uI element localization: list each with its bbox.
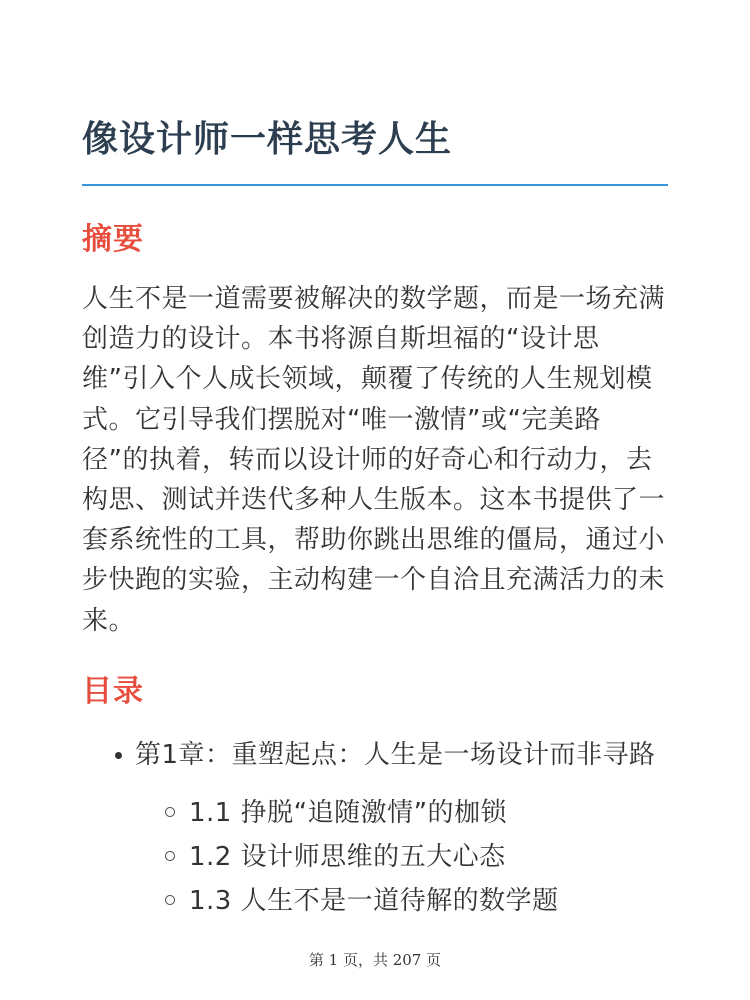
toc-section-list: [82, 791, 672, 923]
hollow-bullet-icon: [165, 807, 175, 817]
toc-section-label: 1.3 人生不是一道待解的数学题: [189, 886, 559, 916]
abstract-line: 来。: [82, 605, 136, 636]
abstract-line: 套系统性的工具，帮助你跳出思维的僵局，通过小: [82, 525, 666, 556]
abstract-line: 步快跑的实验，主动构建一个自洽且充满活力的未: [82, 565, 666, 596]
hollow-bullet-icon: [165, 895, 175, 905]
filled-bullet-icon: [115, 752, 122, 759]
toc-section-item: [82, 791, 672, 835]
abstract-line: 创造力的设计。本书将源自斯坦福的“设计思: [82, 324, 600, 355]
abstract-line: 径”的执着，转而以设计师的好奇心和行动力，去: [82, 444, 653, 475]
abstract-paragraph: [82, 279, 672, 641]
toc-section-label: 1.2 设计师思维的五大心态: [189, 842, 506, 872]
page-number-footer: 第 1 页，共 207 页: [308, 951, 442, 969]
abstract-line: 人生不是一道需要被解决的数学题，而是一场充满: [82, 284, 666, 314]
title-divider: [82, 184, 668, 186]
document-title: 像设计师一样思考人生: [82, 119, 453, 160]
hollow-bullet-icon: [165, 851, 175, 861]
abstract-line: 维”引入个人成长领域，颠覆了传统的人生规划模: [82, 364, 653, 395]
abstract-line: 构思、测试并迭代多种人生版本。这本书提供了一: [82, 485, 666, 516]
toc-section-item: [82, 879, 672, 923]
toc-section-item: [82, 835, 672, 879]
toc-chapter-item: [82, 735, 672, 775]
toc-heading: 目录: [82, 674, 144, 709]
toc-section-label: 1.1 挣脱“追随激情”的枷锁: [189, 798, 508, 828]
abstract-line: 式。它引导我们摆脱对“唯一激情”或“完美路: [82, 404, 601, 435]
table-of-contents: [82, 735, 672, 923]
toc-chapter-label: 第1章：重塑起点：人生是一场设计而非寻路: [135, 740, 656, 770]
abstract-heading: 摘要: [82, 222, 144, 257]
